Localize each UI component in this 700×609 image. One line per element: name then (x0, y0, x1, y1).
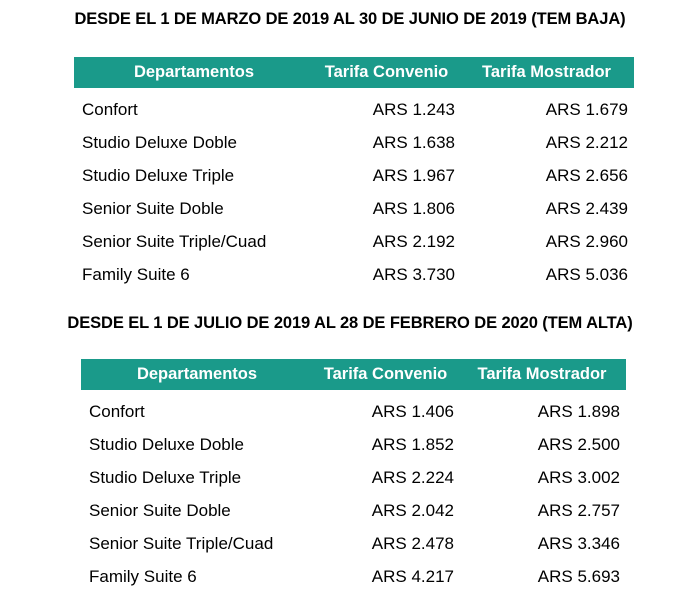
rate-table-low-season (74, 57, 634, 291)
cell-convenio: ARS 3.730 (372, 264, 455, 284)
cell-department: Confort (82, 99, 138, 119)
table-row (81, 527, 626, 560)
table-row (81, 461, 626, 494)
table-row (74, 192, 634, 225)
cell-convenio: ARS 1.406 (371, 401, 454, 421)
rate-table-high-season (81, 359, 626, 593)
cell-department: Studio Deluxe Triple (89, 467, 242, 487)
cell-convenio: ARS 4.217 (371, 566, 454, 586)
table-body (74, 88, 634, 291)
cell-convenio: ARS 1.243 (372, 99, 455, 119)
cell-department: Studio Deluxe Doble (89, 434, 244, 454)
table-header (81, 359, 626, 390)
cell-department: Senior Suite Doble (89, 500, 231, 520)
cell-department: Senior Suite Doble (82, 198, 224, 218)
cell-convenio: ARS 2.478 (371, 533, 454, 553)
cell-mostrador: ARS 5.693 (537, 566, 620, 586)
table-body (81, 390, 626, 593)
header-tarifa-mostrador: Tarifa Mostrador (482, 63, 611, 81)
cell-department: Senior Suite Triple/Cuad (89, 533, 274, 553)
header-tarifa-convenio: Tarifa Convenio (323, 365, 448, 383)
table-row (81, 428, 626, 461)
table-row (74, 126, 634, 159)
section-title-low-season: DESDE EL 1 DE MARZO DE 2019 AL 30 DE JUNIO DE 2019 (TEM BAJA) (74, 10, 626, 28)
cell-department: Studio Deluxe Triple (82, 165, 235, 185)
cell-mostrador: ARS 5.036 (545, 264, 628, 284)
table-row (74, 93, 634, 126)
cell-department: Family Suite 6 (82, 264, 190, 284)
cell-department: Family Suite 6 (89, 566, 197, 586)
cell-mostrador: ARS 1.679 (545, 99, 628, 119)
cell-convenio: ARS 2.192 (372, 231, 455, 251)
table-row (74, 258, 634, 291)
cell-mostrador: ARS 2.960 (545, 231, 628, 251)
cell-convenio: ARS 1.806 (372, 198, 455, 218)
cell-department: Senior Suite Triple/Cuad (82, 231, 267, 251)
cell-mostrador: ARS 2.656 (545, 165, 628, 185)
table-row (81, 560, 626, 593)
cell-convenio: ARS 1.638 (372, 132, 455, 152)
cell-mostrador: ARS 3.002 (537, 467, 620, 487)
cell-convenio: ARS 1.852 (371, 434, 454, 454)
cell-convenio: ARS 1.967 (372, 165, 455, 185)
table-row (81, 494, 626, 527)
cell-mostrador: ARS 2.500 (537, 434, 620, 454)
table-row (74, 159, 634, 192)
cell-department: Studio Deluxe Doble (82, 132, 237, 152)
cell-mostrador: ARS 2.212 (545, 132, 628, 152)
table-row (74, 225, 634, 258)
cell-department: Confort (89, 401, 145, 421)
header-tarifa-convenio: Tarifa Convenio (324, 63, 449, 81)
header-tarifa-mostrador: Tarifa Mostrador (477, 365, 607, 383)
table-row (81, 395, 626, 428)
header-departamentos: Departamentos (133, 63, 255, 81)
cell-convenio: ARS 2.042 (371, 500, 454, 520)
cell-mostrador: ARS 3.346 (537, 533, 620, 553)
cell-mostrador: ARS 2.757 (537, 500, 620, 520)
section-title-high-season: DESDE EL 1 DE JULIO DE 2019 AL 28 DE FEBRERO DE 2020 (TEM ALTA) (67, 314, 633, 332)
cell-mostrador: ARS 1.898 (537, 401, 620, 421)
table-header (74, 57, 634, 88)
header-departamentos: Departamentos (136, 365, 258, 383)
cell-mostrador: ARS 2.439 (545, 198, 628, 218)
cell-convenio: ARS 2.224 (371, 467, 454, 487)
